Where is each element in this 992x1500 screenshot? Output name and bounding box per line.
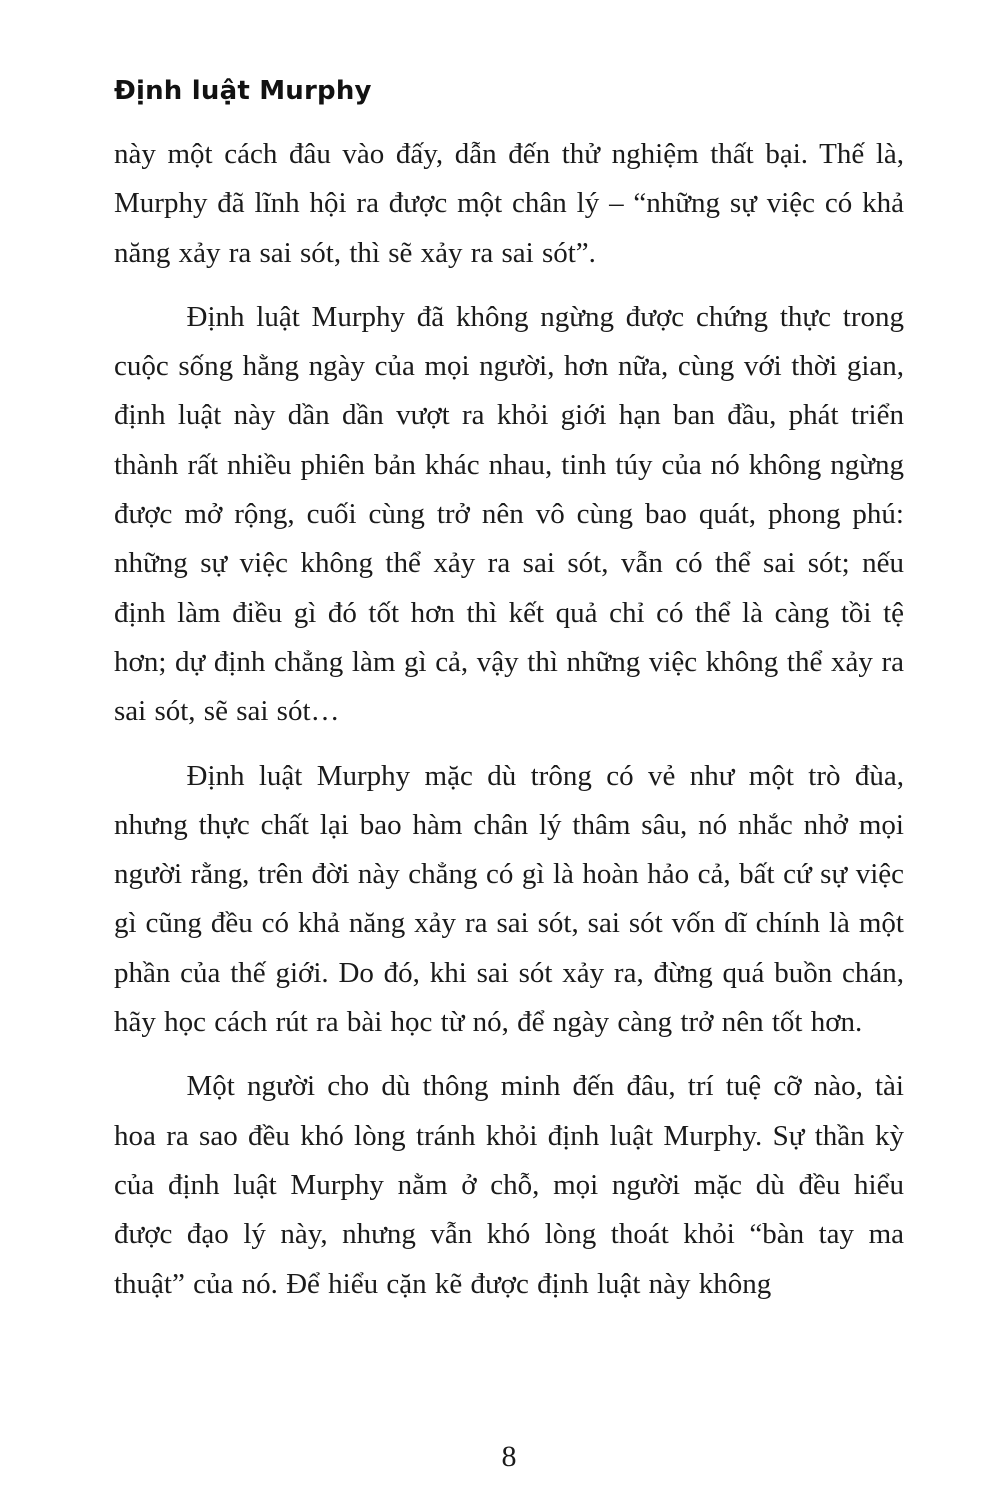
page-number: 8 [501,1440,517,1473]
body-paragraph: Định luật Murphy mặc dù trông có vẻ như một trò đùa, nhưng thực chất lại bao hàm chân lý thâm sâu, nó nhắc nhở mọi người rằng, trên đời này chẳng có gì là hoàn hảo cả, bất cứ sự việc gì cũng đều có khả năng xảy ra sai sót, sai sót vốn dĩ chính là một phần của thế giới. Do đó, khi sai sót xảy ra, đừng quá buồn chán, hãy học cách rút ra bài học từ nó, để ngày càng trở nên tốt hơn. [114,759,904,1039]
body-paragraph: Định luật Murphy đã không ngừng được chứng thực trong cuộc sống hằng ngày của mọi người, hơn nữa, cùng với thời gian, định luật này dần dần vượt ra khỏi giới hạn ban đầu, phát triển thành rất nhiều phiên bản khác nhau, tinh túy của nó không ngừng được mở rộng, cuối cùng trở nên vô cùng bao quát, phong phú: những sự việc không thể xảy ra sai sót, vẫn có thể sai sót; nếu định làm điều gì đó tốt hơn thì kết quả chỉ có thể là càng tồi tệ hơn; dự định chẳng làm gì cả, vậy thì những việc không thể xảy ra sai sót, sẽ sai sót… [114,300,904,728]
body-paragraph: này một cách đâu vào đấy, dẫn đến thử nghiệm thất bại. Thế là, Murphy đã lĩnh hội ra được một chân lý – “những sự việc có khả năng xảy ra sai sót, thì sẽ xảy ra sai sót”. [114,138,904,269]
body-paragraph: Một người cho dù thông minh đến đâu, trí tuệ cỡ nào, tài hoa ra sao đều khó lòng tránh khỏi định luật Murphy. Sự thần kỳ của định luật Murphy nằm ở chỗ, mọi người mặc dù đều hiểu được đạo lý này, nhưng vẫn khó lòng thoát khỏi “bàn tay ma thuật” của nó. Để hiểu cặn kẽ được định luật này không [114,1070,904,1300]
running-header: Định luật Murphy [114,76,372,106]
page-body [114,130,904,1309]
